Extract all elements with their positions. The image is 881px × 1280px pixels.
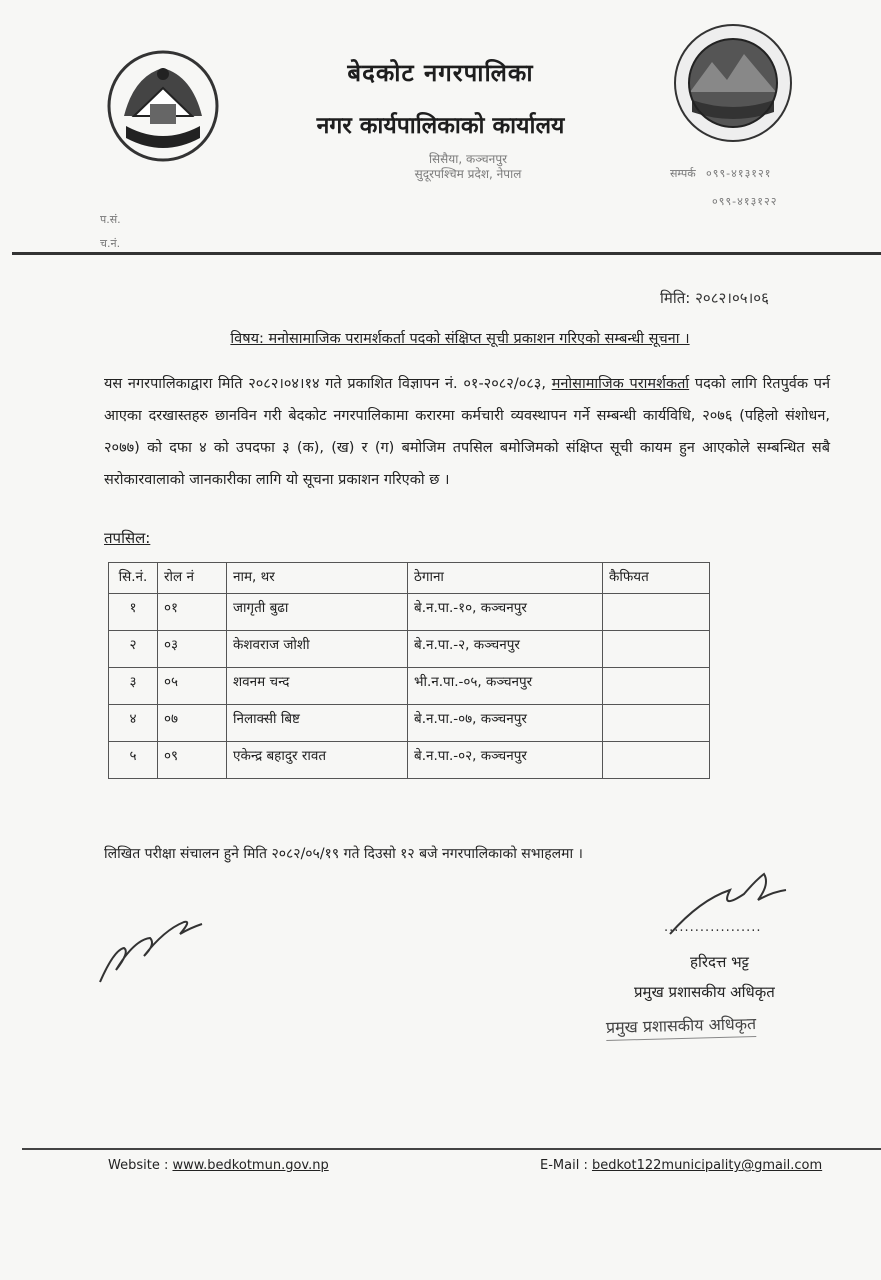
cell-address: बे.न.पा.-२, कञ्चनपुर [408,631,603,668]
letter-body [104,368,830,496]
cell-name: केशवराज जोशी [227,631,408,668]
email-link[interactable]: bedkot122municipality@gmail.com [591,1158,823,1173]
contact-label: सम्पर्क [670,167,696,180]
cell-serial: ३ [109,668,158,705]
col-header-name: नाम, थर [227,563,408,594]
footer-email [540,1158,822,1173]
cell-name: एकेन्द्र बहादुर रावत [227,742,408,779]
cell-remarks [603,631,710,668]
signer-title: प्रमुख प्रशासकीय अधिकृत [634,983,775,1001]
phone-number: ०९९-४१३१२१ [706,167,772,180]
cell-serial: ५ [109,742,158,779]
office-name: नगर कार्यपालिकाको कार्यालय [316,113,565,139]
body-text-part: यस नगरपालिकाद्वारा मिति २०८२।०४।१४ गते प्रकाशित विज्ञापन नं. ०१-२०८२/०८३, [104,376,552,392]
signature-line: ................... [664,920,762,935]
cell-address: बे.न.पा.-१०, कञ्चनपुर [408,594,603,631]
location-stamp [388,152,548,182]
letter-number-label: प.सं. [100,213,121,226]
signer-name: हरिदत्त भट्ट [690,953,749,971]
cell-remarks [603,705,710,742]
post-name: मनोसामाजिक परामर्शकर्ता [551,376,690,392]
cell-roll: ०९ [158,742,227,779]
cell-remarks [603,668,710,705]
cell-roll: ०७ [158,705,227,742]
table-row [109,742,710,779]
cell-remarks [603,594,710,631]
organization-name: बेदकोट नगरपालिका [347,59,534,87]
location-stamp-line: सुदूरपश्चिम प्रदेश, नेपाल [414,167,522,181]
cell-remarks [603,742,710,779]
cell-address: बे.न.पा.-०७, कञ्चनपुर [408,705,603,742]
title-stamp: प्रमुख प्रशासकीय अधिकृत [606,1012,757,1041]
footer-divider [22,1148,881,1150]
cell-name: शवनम चन्द [227,668,408,705]
email-label: E-Mail : [540,1158,592,1173]
website-label: Website : [108,1158,173,1173]
col-header-serial: सि.नं. [109,563,158,594]
cell-name: जागृती बुढा [227,594,408,631]
cell-serial: १ [109,594,158,631]
cell-serial: ४ [109,705,158,742]
body-text-part: पदको लागि रितपुर्वक पर्न आएका दरखास्तहरु छानविन गरी बेदकोट नगरपालिकामा करारमा कर्मचारी व्यवस्थापन गर्ने सम्बन्धी कार्यविधि, २०७६ (पहिलो संशोधन, २०७७) को दफा ४ को उपदफा ३ (क), (ख) र (ग) बमोजिम तपसिल बमोजिमको संक्षिप्त सूची कायम हुन आएकोले सम्बन्धित सबै सरोकारवालाको जानकारीका लागि यो सूचना प्रकाशन गरिएको छ । [104,376,831,488]
col-header-roll: रोल नं [158,563,227,594]
table-row [109,668,710,705]
cell-roll: ०१ [158,594,227,631]
table-header-row [109,563,710,594]
cell-roll: ०३ [158,631,227,668]
table-row [109,631,710,668]
col-header-remarks: कैफियत [603,563,710,594]
header-divider [12,252,881,255]
cell-address: भी.न.पा.-०५, कञ्चनपुर [408,668,603,705]
handwritten-signature [94,900,204,990]
cell-name: निलाक्सी बिष्ट [227,705,408,742]
cell-serial: २ [109,631,158,668]
cell-address: बे.न.पा.-०२, कञ्चनपुर [408,742,603,779]
dispatch-number-label: च.नं. [100,237,121,250]
location-stamp-line: सिसैया, कञ्चनपुर [428,152,508,166]
footer-website [108,1158,329,1173]
phone-number: ०९९-४१३१२२ [712,195,778,208]
table-row [109,705,710,742]
letter-date: मिति: २०८२।०५।०६ [660,289,769,307]
letter-subject: विषय: मनोसामाजिक परामर्शकर्ता पदको संक्षिप्त सूची प्रकाशन गरिएको सम्बन्धी सूचना । [230,331,690,347]
table-row [109,594,710,631]
exam-notice: लिखित परीक्षा संचालन हुने मिति २०८२/०५/१९ गते दिउसो १२ बजे नगरपालिकाको सभाहलमा । [104,846,583,862]
shortlist-table [108,562,710,779]
col-header-address: ठेगाना [408,563,603,594]
cell-roll: ०५ [158,668,227,705]
website-link[interactable]: www.bedkotmun.gov.np [172,1158,329,1173]
schedule-label: तपसिल: [104,529,151,547]
